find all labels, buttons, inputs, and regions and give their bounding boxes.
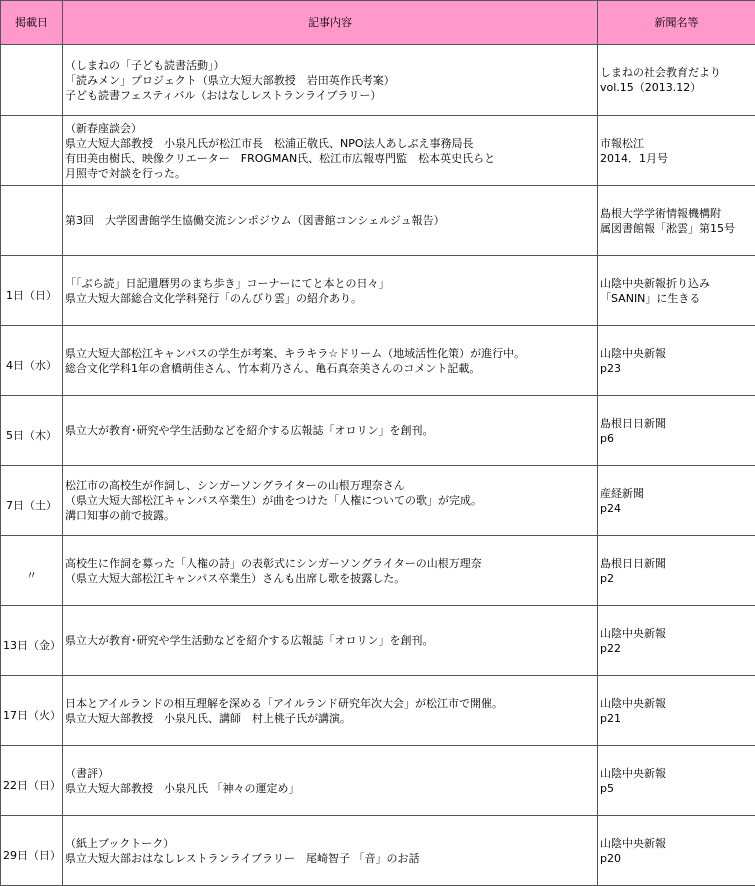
cell-date: 5日（木）: [1, 396, 63, 466]
table-row: [1, 116, 755, 186]
header-content: 記事内容: [63, 1, 598, 45]
cell-date: 29日（日）: [1, 816, 63, 886]
cell-paper: 山陰中央新報 p22: [598, 606, 755, 676]
cell-paper: 産経新聞 p24: [598, 466, 755, 536]
cell-content: （新春座談会） 県立大短大部教授 小泉凡氏が松江市長 松浦正敬氏、NPO法人あしぶえ事務局長 有田美由樹氏、映像クリエーター FROGMAN氏、松江市広報専門監 松本英史氏らと 月照寺で対談を行った。: [63, 116, 598, 186]
table-row: [1, 606, 755, 676]
cell-content: 松江市の高校生が作詞し、シンガーソングライターの山根万理奈さん （県立大短大部松江キャンパス卒業生）が曲をつけた「人権についての歌」が完成。 溝口知事の前で披露。: [63, 466, 598, 536]
cell-paper: 山陰中央新報 p5: [598, 746, 755, 816]
cell-date: 17日（火）: [1, 676, 63, 746]
cell-content: （しまねの「子ども読書活動」） 「読みメン」プロジェクト（県立大短大部教授 岩田英作氏考案） 子ども読書フェスティバル（おはなしレストランライブラリー）: [63, 45, 598, 116]
cell-date: 4日（水）: [1, 326, 63, 396]
cell-paper: 島根大学学術情報機構附 属図書館報「淞雲」第15号: [598, 186, 755, 256]
cell-paper: 山陰中央新報 p21: [598, 676, 755, 746]
table-row: [1, 45, 755, 116]
table-row: [1, 326, 755, 396]
cell-content: 県立大が教育･研究や学生活動などを紹介する広報誌「オロリン」を創刊。: [63, 396, 598, 466]
cell-content: 日本とアイルランドの相互理解を深める「アイルランド研究年次大会」が松江市で開催。 県立大短大部教授 小泉凡氏、講師 村上桃子氏が講演。: [63, 676, 598, 746]
cell-paper: 島根日日新聞 p2: [598, 536, 755, 606]
cell-content: 高校生に作詞を募った「人権の詩」の表彰式にシンガーソングライターの山根万理奈 （県立大短大部松江キャンパス卒業生）さんも出席し歌を披露した。: [63, 536, 598, 606]
cell-paper: しまねの社会教育だより vol.15（2013.12）: [598, 45, 755, 116]
cell-content: 県立大短大部松江キャンパスの学生が考案、キラキラ☆ドリーム（地域活性化策）が進行中。 総合文化学科1年の倉橋萌佳さん、竹本莉乃さん、亀石真奈美さんのコメント記載。: [63, 326, 598, 396]
table-row: [1, 396, 755, 466]
table-row: [1, 746, 755, 816]
table-row: [1, 466, 755, 536]
cell-date: [1, 45, 63, 116]
table-row: [1, 186, 755, 256]
cell-paper: 島根日日新聞 p6: [598, 396, 755, 466]
header-date: 掲載日: [1, 1, 63, 45]
cell-date: 22日（日）: [1, 746, 63, 816]
cell-paper: 山陰中央新報折り込み 「SANIN」に生きる: [598, 256, 755, 326]
cell-date: 〃: [1, 536, 63, 606]
cell-date: 7日（土）: [1, 466, 63, 536]
cell-content: 第3回 大学図書館学生協働交流シンポジウム（図書館コンシェルジュ報告）: [63, 186, 598, 256]
cell-date: 13日（金）: [1, 606, 63, 676]
cell-content: （紙上ブックトーク） 県立大短大部おはなしレストランライブラリー 尾崎智子 「音」のお話: [63, 816, 598, 886]
cell-date: 1日（日）: [1, 256, 63, 326]
header-paper: 新聞名等: [598, 1, 755, 45]
cell-paper: 市報松江 2014．1月号: [598, 116, 755, 186]
table-row: [1, 256, 755, 326]
cell-date: [1, 186, 63, 256]
cell-paper: 山陰中央新報 p20: [598, 816, 755, 886]
table-row: [1, 816, 755, 886]
header-row: [1, 1, 755, 45]
table-row: [1, 676, 755, 746]
cell-content: 県立大が教育･研究や学生活動などを紹介する広報誌「オロリン」を創刊。: [63, 606, 598, 676]
cell-date: [1, 116, 63, 186]
cell-content: （書評） 県立大短大部教授 小泉凡氏 「神々の運定め」: [63, 746, 598, 816]
cell-content: 「「ぶら読」日記還暦男のまち歩き」コーナーにてと本との日々」 県立大短大部総合文化学科発行「のんびり雲」の紹介あり。: [63, 256, 598, 326]
table-row: [1, 536, 755, 606]
cell-paper: 山陰中央新報 p23: [598, 326, 755, 396]
